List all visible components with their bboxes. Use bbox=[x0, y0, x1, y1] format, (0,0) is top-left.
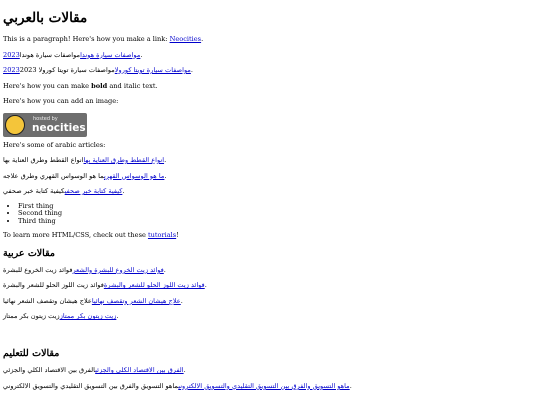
honda-end: . bbox=[140, 50, 143, 59]
castor-oil-end: . bbox=[163, 265, 166, 274]
link-row-honda bbox=[3, 51, 535, 60]
neocities-badge[interactable] bbox=[3, 113, 87, 137]
article-row-ocd bbox=[3, 172, 535, 181]
article-row-news bbox=[3, 187, 535, 196]
news-article-end: . bbox=[122, 187, 125, 195]
list-item: • First thing bbox=[18, 203, 535, 211]
article-row-cats bbox=[3, 156, 535, 165]
neocities-link[interactable]: Neocities bbox=[169, 35, 202, 43]
learn-more-line bbox=[3, 231, 535, 240]
link-row-toyota bbox=[3, 66, 535, 75]
list-item: • Second thing bbox=[18, 210, 535, 218]
frizz-end: . bbox=[180, 296, 183, 305]
intro-paragraph bbox=[3, 35, 535, 44]
marketing-text: ماهو التسويق والفرق بين التسويق التقليدي والتسويق الالكتروني bbox=[3, 381, 179, 390]
articles-intro: Here's some of arabic articles: bbox=[3, 140, 106, 149]
marketing-end: . bbox=[349, 381, 352, 390]
article-row-castor bbox=[3, 266, 535, 275]
ocd-article-text: ما هو الوسواس القهري وطرق علاجه bbox=[3, 171, 104, 180]
list-item: • Third thing bbox=[18, 218, 535, 226]
section-arabic-heading: مقالات عربية bbox=[3, 247, 55, 259]
economics-text: الفرق بين الاقتصاد الكلي والجزئي bbox=[3, 366, 96, 375]
article-row-frizz bbox=[3, 297, 535, 306]
article-row-almond bbox=[3, 281, 535, 290]
article-row-economics bbox=[3, 366, 535, 375]
cats-article-link[interactable]: انواع القطط وطرق العناية بها bbox=[83, 156, 165, 164]
ocd-article-link[interactable]: ما هو الوسواس القهري bbox=[103, 171, 165, 180]
olive-oil-text: زيت زيتون بكر ممتاز bbox=[3, 312, 60, 321]
almond-oil-text: فوائد زيت اللوز الحلو للشعر والبشرة bbox=[3, 281, 104, 290]
almond-oil-link[interactable]: فوائد زيت اللوز الحلو للشعر والبشرة bbox=[103, 281, 205, 290]
ocd-article-end: . bbox=[164, 171, 167, 180]
bullet-list bbox=[3, 203, 535, 226]
olive-oil-link[interactable]: زيت زيتون بكر ممتاز bbox=[59, 312, 117, 321]
marketing-link[interactable]: ماهو التسويق والفرق بين التسويق التقليدي والتسويق الالكتروني bbox=[178, 381, 350, 390]
article-row-olive bbox=[3, 312, 535, 321]
cats-article-end: . bbox=[164, 156, 167, 164]
badge-small-text: hosted by bbox=[33, 115, 58, 122]
bold-word: bold bbox=[91, 81, 108, 90]
castor-oil-link[interactable]: فوائد زيت الخروع للبشرة والشعر bbox=[72, 265, 164, 274]
section-education-heading: مقالات للتعليم bbox=[3, 348, 60, 360]
castor-oil-text: فوائد زيت الخروع للبشرة bbox=[3, 265, 73, 274]
economics-end: . bbox=[183, 366, 186, 375]
neocities-cat-logo-icon bbox=[5, 115, 25, 135]
learn-more-text: To learn more HTML/CSS, check out these bbox=[3, 230, 148, 239]
article-row-marketing bbox=[3, 382, 535, 391]
badge-big-text: neocities bbox=[32, 121, 86, 134]
page-content bbox=[3, 0, 535, 397]
frizz-link[interactable]: علاج هيشان الشعر وتقصف نهائيا bbox=[91, 296, 181, 305]
intro-text: This is a paragraph! Here's how you make a link: bbox=[3, 35, 170, 43]
bold-line bbox=[3, 82, 535, 91]
toyota-link[interactable]: 2023مواصفات سيارة تويتا كورولا bbox=[3, 66, 191, 74]
bold-line-after: and italic text. bbox=[107, 81, 158, 90]
intro-end: . bbox=[201, 35, 204, 43]
olive-oil-end: . bbox=[116, 312, 119, 321]
page-title: مقالات بالعربي bbox=[3, 10, 88, 26]
honda-text: مواصفات سيارة هوندا bbox=[19, 50, 81, 59]
honda-link[interactable]: 2023مواصفات سيارة هوندا bbox=[3, 50, 141, 59]
economics-link[interactable]: الفرق بين الاقتصاد الكلي والجزئي bbox=[95, 366, 184, 375]
almond-oil-end: . bbox=[204, 281, 207, 290]
bold-line-before: Here's how you can make bbox=[3, 81, 92, 90]
cats-article-text: انواع القطط وطرق العناية بها bbox=[3, 156, 84, 164]
tutorials-link[interactable]: tutorials bbox=[147, 230, 177, 239]
frizz-text: علاج هيشان وتقصف الشعر نهائيا bbox=[3, 296, 92, 305]
news-article-text: كيفية كتابة خبر صحفي bbox=[3, 187, 65, 195]
toyota-text: مواصفات سيارة تويتا كورولا 2023 bbox=[19, 66, 115, 74]
news-article-link[interactable]: كيفية كتابة خبر صحفي bbox=[64, 187, 123, 195]
learn-more-end: ! bbox=[176, 230, 179, 239]
toyota-end: . bbox=[190, 66, 194, 74]
image-line: Here's how you can add an image: bbox=[3, 97, 119, 105]
